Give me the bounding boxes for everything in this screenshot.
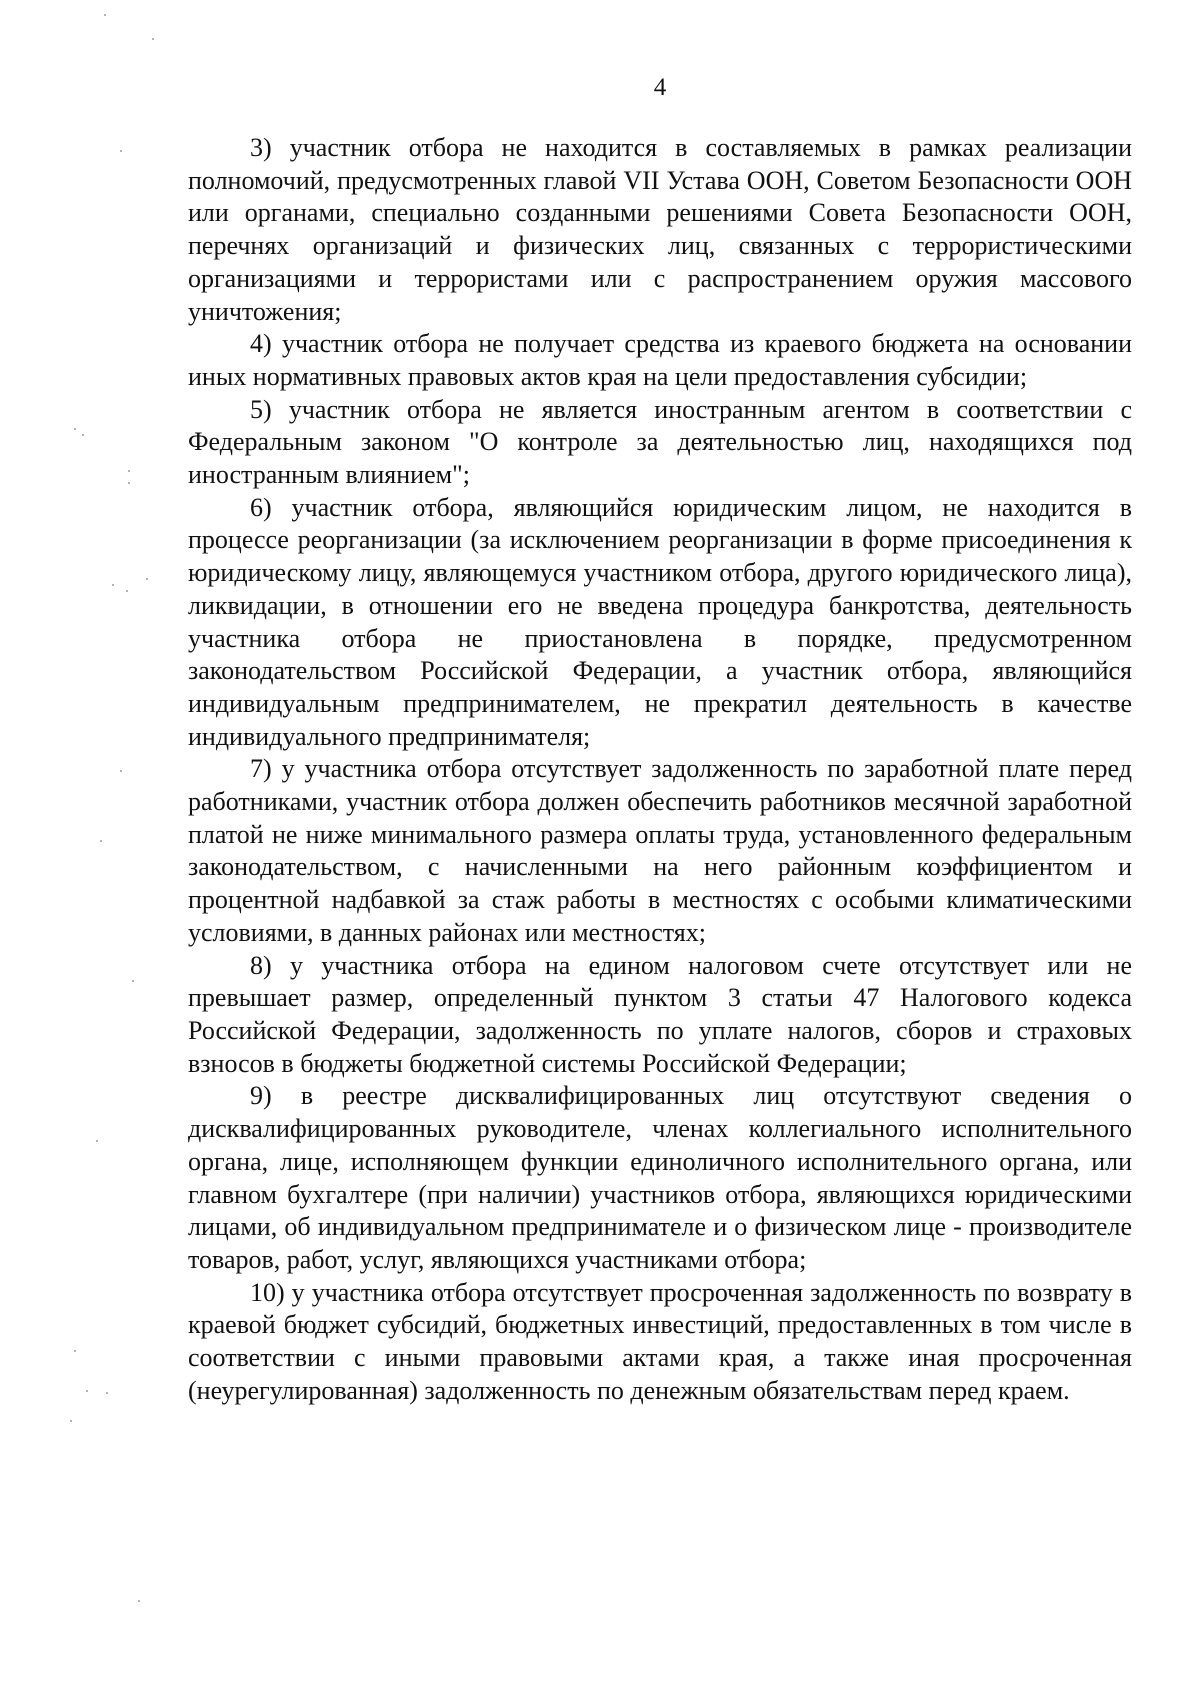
- paragraph-item-8: 8) у участника отбора на едином налоговом счете отсутствует или не превышает размер, определенный пунктом 3 статьи 47 Налогового кодекса Российской Федерации, задолженность по уплате налогов, сборов и страховых взносов в бюджеты бюджетной системы Российской Федерации;: [188, 950, 1132, 1078]
- paragraph-item-9: 9) в реестре дисквалифицированных лиц отсутствуют сведения о дисквалифицированных руководителе, членах коллегиального исполнительного органа, лице, исполняющем функции единоличного исполнительного органа, или главном бухгалтере (при наличии) участников отбора, являющихся юридическими лицами, об индивидуальном предпринимателе и о физическом лице - производителе товаров, работ, услуг, являющихся участниками отбора;: [188, 1081, 1132, 1274]
- paragraph-item-6: 6) участник отбора, являющийся юридическим лицом, не находится в процессе реорганизации (за исключением реорганизации в форме присоединения к юридическому лицу, являющемуся участником отбора, другого юридического лица), ликвидации, в отношении его не введена процедура банкротства, деятельность участника отбора не приостановлена в порядке, предусмотренном законодательством Российской Федерации, а участник отбора, являющийся индивидуальным предпринимателем, не прекратил деятельность в качестве индивидуального предпринимателя;: [188, 492, 1132, 751]
- page-number: 4: [653, 74, 667, 101]
- paragraph-item-7: 7) у участника отбора отсутствует задолженность по заработной плате перед работниками, участник отбора должен обеспечить работников месячной заработной платой не ниже минимального размера оплаты труда, установленного федеральным законодательством, с начисленными на него районным коэффициентом и процентной надбавкой за стаж работы в местностях с особыми климатическими условиями, в данных районах или местностях;: [188, 754, 1132, 947]
- paragraph-item-4: 4) участник отбора не получает средства из краевого бюджета на основании иных нормативных правовых актов края на цели предоставления субсидии;: [188, 329, 1132, 391]
- paragraph-item-3: 3) участник отбора не находится в составляемых в рамках реализации полномочий, предусмотренных главой VII Устава ООН, Советом Безопасности ООН или органами, специально созданными решениями Совета Безопасности ООН, перечнях организаций и физических лиц, связанных с террористическими организациями и террористами или с распространением оружия массового уничтожения;: [188, 133, 1132, 326]
- document-body: [188, 132, 1132, 1407]
- paragraph-item-10: 10) у участника отбора отсутствует просроченная задолженность по возврату в краевой бюджет субсидий, бюджетных инвестиций, предоставленных в том числе в соответствии с иными правовыми актами края, а также иная просроченная (неурегулированная) задолженность по денежным обязательствам перед краем.: [188, 1277, 1132, 1405]
- paragraph-item-5: 5) участник отбора не является иностранным агентом в соответствии с Федеральным законом "О контроле за деятельностью лиц, находящихся под иностранным влиянием";: [188, 394, 1132, 490]
